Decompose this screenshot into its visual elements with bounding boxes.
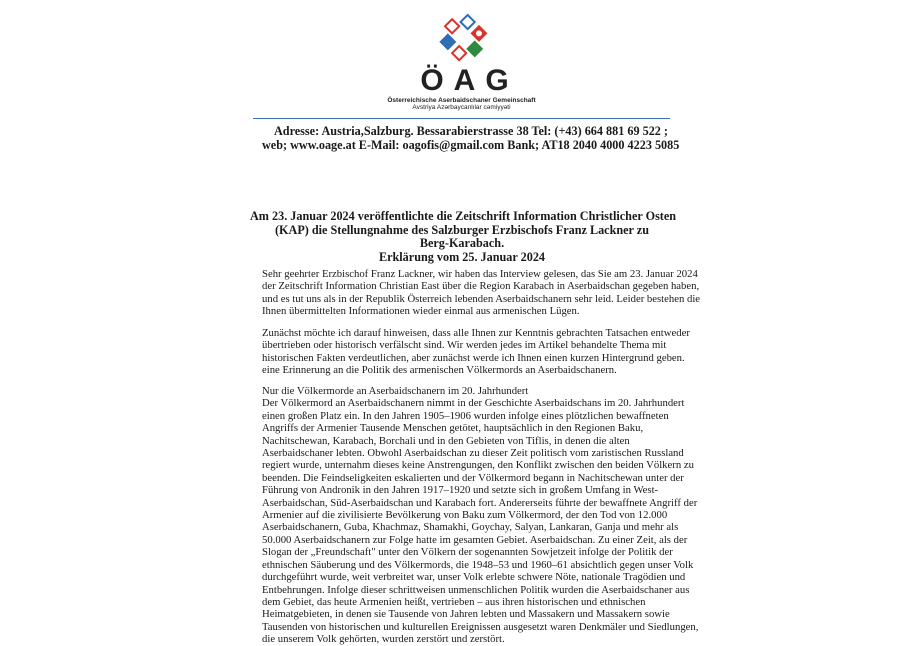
text-line: Aserbaidschan, Süd-Aserbaidschan und Karabach fort. Andererseits führte der bewaffnete Angriff der — [262, 496, 698, 509]
text-line: ethnischen Säuberung und des Völkermords, die 1948–53 und 1960–61 absichtlich gegen unser Volk — [262, 558, 694, 571]
brand-name: ÖAG — [420, 64, 519, 97]
text-line: beenden. Die Feindseligkeiten eskalierten und der Völkermord begann in Nachitschewan unter der — [262, 471, 684, 484]
document-title — [250, 209, 677, 264]
text-line: durchgeführt wurde, weit verbreitet war, unser Volk erlebte schwere Nöte, nationale Tragödien und — [262, 571, 686, 584]
text-line: Zunächst möchte ich darauf hinweisen, dass alle Ihnen zur Kenntnis gebrachten Tatsachen entweder — [262, 327, 690, 339]
text-line: Nachitschewan, Karabach, Borchali und in den Gebieten von Tiflis, in denen die alten — [262, 434, 630, 447]
address-line: Adresse: Austria,Salzburg. Bessarabierstrasse 38 Tel: (+43) 664 881 69 522 ; — [274, 124, 668, 138]
title-line: Am 23. Januar 2024 veröffentlichte die Zeitschrift Information Christlicher Osten — [250, 209, 677, 223]
text-line: Angriffs der Armenier Tausende Menschen getötet, hauptsächlich in den Regionen Baku, — [262, 422, 644, 435]
section-heading: Nur die Völkermorde an Aserbaidschanern im 20. Jahrhundert — [262, 385, 529, 397]
text-line: historischen Fakten verdeutlichen, aber zunächst werde ich Ihnen einen kurzen Hintergrund geben. — [262, 351, 685, 364]
oag-logo-icon — [430, 8, 494, 70]
paragraph-greeting — [262, 268, 701, 318]
contact-line: web; www.oage.at E-Mail: oagofis@gmail.com Bank; AT18 2040 4000 4223 5085 — [262, 138, 680, 152]
text-line: Entbehrungen. Infolge dieser schrittweisen unmenschlichen Politik wurden die Aserbaidschaner aus — [262, 583, 690, 596]
text-line: Aserbaidschaner lebten. Obwohl Aserbaidschan zu dieser Zeit politisch vom zaristischen Russland — [262, 447, 684, 460]
paragraph-history — [262, 385, 699, 646]
text-line: Heimatgebieten, in denen sie Tausende von Jahren lebten und Massakern und Massakern sowie — [262, 608, 670, 621]
text-line: der Zeitschrift Information Christian East über die Region Karabach in Aserbaidschan gegeben haben, — [262, 280, 700, 293]
text-line: 50.000 Aserbaidschanern zur Folge hatte im gesamten Gebiet. Aserbaidschan. Zu einer Zeit, als der — [262, 533, 688, 546]
text-line: Tausenden von historischen und kulturellen Ereignissen ausgesetzt waren Denkmäler und Siedlungen, — [262, 620, 699, 633]
text-line: Slogan der „Freundschaft" unter den Völkern der sogenannten Sowjetzeit infolge der Politik der — [262, 546, 673, 559]
text-line: einen großen Platz ein. In den Jahren 1905–1906 wurden infolge eines plötzlichen bewaffneten — [262, 409, 669, 422]
title-line: (KAP) die Stellungnahme des Salzburger Erzbischofs Franz Lackner zu — [275, 222, 649, 237]
title-line: Berg-Karabach. — [419, 236, 505, 250]
text-line: übertrieben oder historisch verfälscht sind. Wir werden jedes im Artikel behandelte Thema mit — [262, 339, 667, 352]
title-date-line: Erklärung vom 25. Januar 2024 — [378, 249, 546, 264]
text-line: Armenier auf die zivilisierte Bevölkerung von Baku zum Völkermord, der den Tod von 12.000 — [262, 509, 668, 522]
brand-subtitle-secondary: Avstriya Azərbaycanlılar cəmiyyəti — [412, 104, 511, 111]
header-divider — [253, 118, 670, 119]
text-line: Der Völkermord an Aserbaidschanern nimmt in der Geschichte Aserbaidschans im 20. Jahrhundert — [262, 397, 685, 410]
text-line: Aserbaidschanern, Guba, Khachmaz, Shamakhi, Goychay, Salyan, Lankaran, Ganja und mehr als — [262, 521, 679, 534]
text-line: Sehr geehrter Erzbischof Franz Lackner, wir haben das Interview gelesen, das Sie am 23. Januar 2024 — [262, 268, 698, 280]
text-line: und es tut uns als in der Republik Österreich lebenden Aserbaidschanern sehr leid. Leider bestehen die — [262, 292, 701, 305]
text-line: die unserem Volk gehörten, wurden zerstört und zerstört. — [262, 633, 505, 646]
text-line: dem Gebiet, das heute Armenien heißt, vertrieben – aus ihren historischen und ethnischen — [262, 595, 646, 608]
text-line: Ihnen übermittelten Informationen wieder einmal aus armenischen Lügen. — [262, 305, 580, 318]
brand-subtitle: Österreichische Aserbaidschaner Gemeinschaft — [387, 97, 536, 104]
paragraph-introduction — [262, 327, 690, 377]
text-line: eine Erinnerung an die Politik des armenischen Völkermords an Aserbaidschanern. — [262, 364, 617, 377]
text-line: Führung von Andronik in den Jahren 1917–1920 und setzte sich in großem Umfang in West- — [262, 484, 659, 497]
text-line: regiert wurde, unternahm dieses keine Anstrengungen, den Konflikt zwischen den beiden Völkern zu — [262, 459, 694, 472]
